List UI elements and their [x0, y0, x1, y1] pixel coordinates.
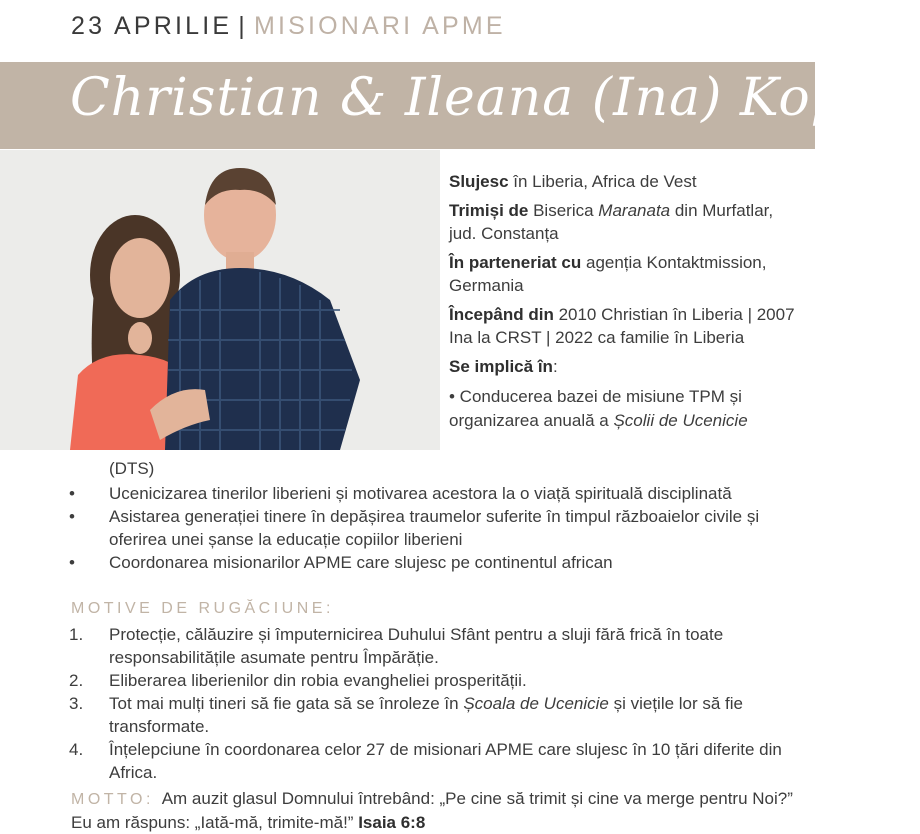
list-item-text: Protecție, călăuzire și împuternicirea Duhului Sfânt pentru a sluji fără frică în toate responsabilitățile asumate pentru Împărăție. — [109, 625, 724, 667]
first-bullet-school: Școlii de Ucenicie — [613, 410, 748, 430]
missionary-info — [449, 170, 799, 437]
sent-location: din Murfatlar, jud. Constanța — [449, 200, 774, 243]
list-item-text: Ucenicizarea tinerilor liberieni și motivarea acestora la o viață spirituală disciplinată — [109, 484, 732, 503]
list-item — [0, 738, 809, 784]
partner-label: În parteneriat cu — [449, 252, 582, 272]
involved-label: Se implică în — [449, 356, 553, 376]
involved-line — [449, 355, 799, 379]
page-header — [71, 12, 506, 41]
list-item-text: Asistarea generației tinere în depășirea traumelor suferite în timpul războaielor civile și oferirea unei șanse la educație copiilor liberieni — [109, 507, 760, 549]
bullet-mark: • — [69, 553, 75, 572]
number-mark: 2. — [69, 671, 84, 690]
list-item — [0, 482, 809, 505]
since-text: 2010 Christian în Liberia | 2007 Ina la CRST | 2022 ca familie în Liberia — [449, 304, 795, 347]
list-item — [0, 505, 809, 551]
list-item-text: Eliberarea liberienilor din robia evangheliei prosperității. — [109, 671, 527, 690]
partner-text: agenția Kontaktmission, Germania — [449, 252, 767, 295]
bullet-mark: • — [69, 507, 75, 526]
list-item-text: Coordonarea misionarilor APME care slujesc pe continentul african — [109, 553, 613, 572]
serve-line — [449, 170, 799, 194]
list-item-emphasis: Școala de Ucenicie — [463, 694, 609, 713]
list-item — [0, 692, 809, 738]
motto-label: MOTTO: — [71, 791, 154, 808]
prayer-heading: MOTIVE DE RUGĂCIUNE: — [71, 600, 334, 617]
since-label: Începând din — [449, 304, 554, 324]
involved-first-bullet — [449, 385, 799, 432]
sent-church: Maranata — [598, 200, 671, 220]
sent-text: Biserica — [528, 200, 599, 220]
list-item-text: Tot mai mulți tineri să fie gata să se înroleze în — [109, 694, 464, 713]
involvement-list — [0, 482, 809, 574]
number-mark: 3. — [69, 694, 84, 713]
bullet-mark: • — [69, 484, 75, 503]
number-mark: 1. — [69, 625, 84, 644]
name-banner — [0, 62, 920, 149]
serve-label: Slujesc — [449, 172, 509, 191]
photo-illustration — [0, 150, 440, 450]
involved-colon: : — [552, 356, 558, 376]
number-mark: 4. — [69, 740, 84, 759]
motto-reference: Isaia 6:8 — [358, 813, 426, 832]
partner-line — [449, 251, 799, 298]
sent-line — [449, 199, 799, 246]
header-section: MISIONARI APME — [253, 12, 506, 40]
list-item-text-end: și viețile lor să fie transformate. — [109, 694, 744, 736]
motto-text: Am auzit glasul Domnului întrebând: „Pe cine să trimit și cine va merge pentru Noi?” Eu am răspuns: „Iată-mă, trimite-mă!” — [71, 789, 793, 832]
header-separator: | — [238, 12, 248, 40]
list-item — [0, 623, 809, 669]
sent-label: Trimiși de — [449, 200, 529, 220]
first-bullet-text: • Conducerea bazei de misiune TPM și organizarea anuală a — [449, 387, 742, 430]
header-date: 23 APRILIE — [71, 12, 233, 40]
serve-text: în Liberia, Africa de Vest — [508, 172, 697, 191]
prayer-list — [0, 623, 809, 784]
since-line — [449, 303, 799, 350]
list-item — [0, 669, 809, 692]
first-bullet-continuation: (DTS) — [109, 459, 155, 478]
list-item — [0, 551, 809, 574]
missionary-photo — [0, 150, 440, 450]
missionary-names: Christian & Ileana (Ina) Kopjar — [70, 68, 920, 128]
list-item-text: Înțelepciune în coordonarea celor 27 de misionari APME care slujesc în 10 țări diferite din Africa. — [109, 740, 782, 782]
motto — [71, 787, 811, 834]
